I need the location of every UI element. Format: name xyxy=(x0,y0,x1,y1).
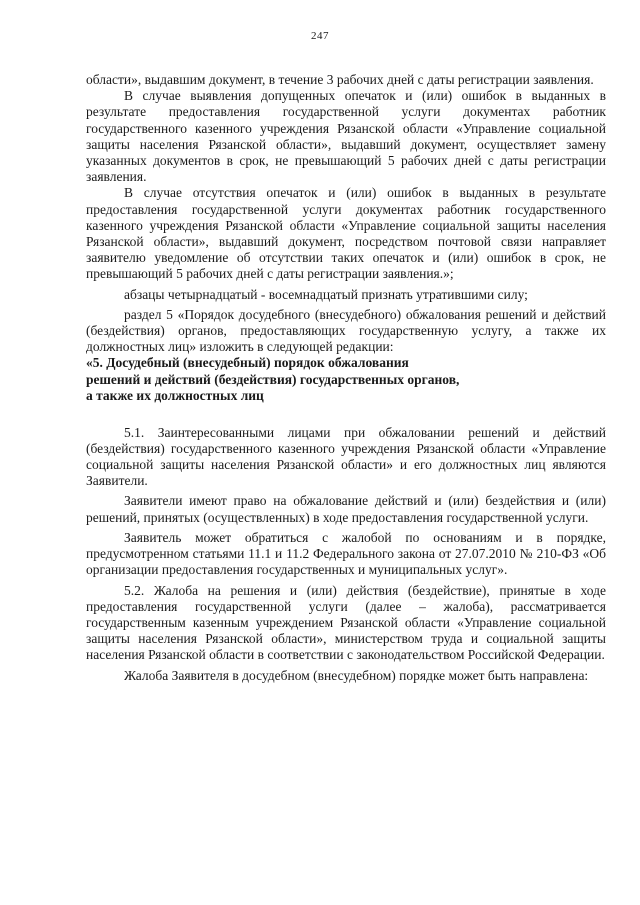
paragraph: 5.1. Заинтересованными лицами при обжаловании решений и действий (бездействия) государственного казенного учреждения Рязанской области «Управление социальной защиты населения Рязанской области» и его должностных лиц являются Заявители. xyxy=(86,424,606,489)
section-heading-line: «5. Досудебный (внесудебный) порядок обжалования xyxy=(86,355,409,371)
document-body xyxy=(86,72,606,684)
paragraph: Заявители имеют право на обжалование действий и (или) бездействия и (или) решений, принятых (осуществленных) в ходе предоставления государственной услуги. xyxy=(86,493,606,525)
paragraph: Заявитель может обратиться с жалобой по основаниям и в порядке, предусмотренном статьями 11.1 и 11.2 Федерального закона от 27.07.2010 № 210-ФЗ «Об организации предоставления государственных и муниципальных услуг». xyxy=(86,529,606,578)
paragraph: области», выдавшим документ, в течение 3 рабочих дней с даты регистрации заявления. xyxy=(86,72,594,87)
section-heading xyxy=(86,355,606,404)
paragraph: Жалоба Заявителя в досудебном (внесудебном) порядке может быть направлена: xyxy=(124,667,589,683)
section-heading-line: решений и действий (бездействия) государственных органов, xyxy=(86,371,460,387)
paragraph: абзацы четырнадцатый - восемнадцатый признать утратившими силу; xyxy=(124,286,528,302)
page-number: 247 xyxy=(311,30,329,42)
paragraph: 5.2. Жалоба на решения и (или) действия (бездействие), принятые в ходе предоставления государственной услуги (далее – жалоба), рассматривается государственным казенным учреждением Рязанской области «Управление социальной защиты населения Рязанской области», министерством труда и социальной защиты населения Рязанской области в соответствии с законодательством Российской Федерации. xyxy=(86,582,606,663)
paragraph: раздел 5 «Порядок досудебного (внесудебного) обжалования решений и действий (бездействия) органов, предоставляющих государственную услугу, а также их должностных лиц» изложить в следующей редакции: xyxy=(86,306,606,355)
paragraph: В случае выявления допущенных опечаток и (или) ошибок в выданных в результате предоставления государственной услуги документах работник государственного казенного учреждения Рязанской области «Управление социальной защиты населения Рязанской области», выдавший документ, осуществляет замену указанных документов в срок, не превышающий 5 рабочих дней с даты регистрации заявления. xyxy=(86,88,606,185)
paragraph: В случае отсутствия опечаток и (или) ошибок в выданных в результате предоставления государственной услуги документах работник государственного казенного учреждения Рязанской области «Управление социальной защиты населения Рязанской области», выдавший документ, посредством почтовой связи направляет заявителю уведомление об отсутствии таких опечаток и (или) ошибок в срок, не превышающий 5 рабочих дней с даты регистрации заявления.»; xyxy=(86,185,606,282)
spacer xyxy=(86,405,606,425)
section-heading-line: а также их должностных лиц xyxy=(86,388,264,404)
